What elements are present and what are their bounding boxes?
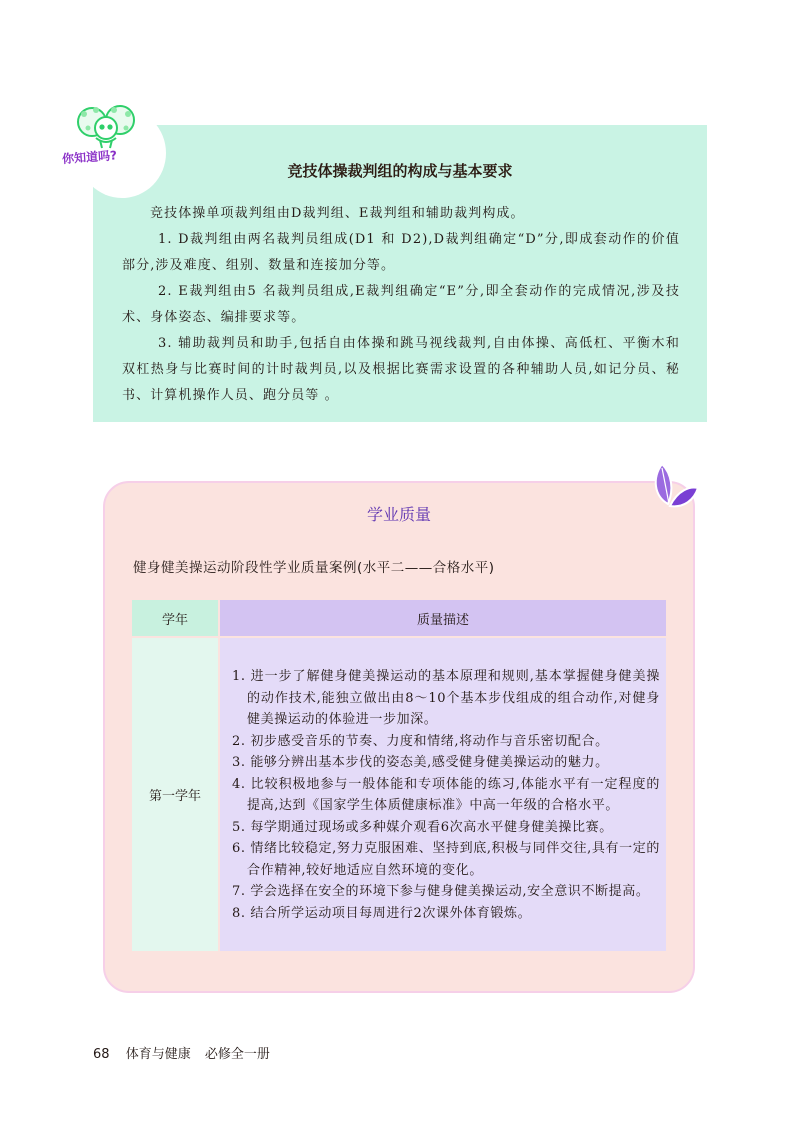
list-item: 7. 学会选择在安全的环境下参与健身健美操运动,安全意识不断提高。 <box>232 884 650 899</box>
quality-description-list <box>232 666 660 924</box>
list-item: 2. 初步感受音乐的节奏、力度和情绪,将动作与音乐密切配合。 <box>232 733 609 749</box>
did-you-know-title: 竞技体操裁判组的构成与基本要求 <box>287 162 513 180</box>
paragraph: 3. 辅助裁判员和助手,包括自由体操和跳马视线裁判,自由体操、高低杠、平衡木和双杠热身与比赛时间的计时裁判员,以及根据比赛需求设置的各种辅助人员,如记分员、秘书、计算机操作人员、跑分员等 。 <box>122 336 680 403</box>
list-item: 5. 每学期通过现场或多种媒介观看6次高水平健身健美操比赛。 <box>232 819 613 835</box>
did-you-know-content <box>122 201 680 409</box>
page-footer <box>93 1043 270 1062</box>
page-number: 68 <box>93 1047 110 1062</box>
cell-year: 第一学年 <box>132 638 218 951</box>
list-item: 8. 结合所学运动项目每周进行2次课外体育锻炼。 <box>232 905 532 921</box>
list-item: 3. 能够分辨出基本步伐的姿态美,感受健身健美操运动的魅力。 <box>232 755 609 770</box>
list-item: 1. 进一步了解健身健美操运动的基本原理和规则,基本掌握健身健美操的动作技术,能独立做出由8～10个基本步伐组成的组合动作,对健身健美操运动的体验进一步加深。 <box>232 669 660 727</box>
volume-label: 必修全一册 <box>204 1047 270 1062</box>
list-item: 4. 比较积极地参与一般体能和专项体能的练习,体能水平有一定程度的提高,达到《国家学生体质健康标准》中高一年级的合格水平。 <box>232 776 660 813</box>
table-caption: 健身健美操运动阶段性学业质量案例(水平二——合格水平) <box>133 560 495 576</box>
did-you-know-logo-text: 你知道吗? <box>61 148 118 167</box>
header-year: 学年 <box>132 600 218 636</box>
paragraph: 竞技体操单项裁判组由D裁判组、E裁判组和辅助裁判构成。 <box>150 206 525 221</box>
list-item: 6. 情绪比较稳定,努力克服困难、坚持到底,积极与同伴交往,具有一定的合作精神,较好地适应自然环境的变化。 <box>232 841 660 878</box>
academic-quality-title: 学业质量 <box>366 505 431 524</box>
book-title: 体育与健康 <box>125 1047 191 1062</box>
header-description: 质量描述 <box>220 600 666 636</box>
paragraph: 2. E裁判组由5 名裁判员组成,E裁判组确定“E”分,即全套动作的完成情况,涉及技术、身体姿态、编排要求等。 <box>122 284 680 325</box>
paragraph: 1. D裁判组由两名裁判员组成(D1 和 D2),D裁判组确定“D”分,即成套动作的价值部分,涉及难度、组别、数量和连接加分等。 <box>122 232 680 273</box>
quality-table <box>132 600 666 951</box>
